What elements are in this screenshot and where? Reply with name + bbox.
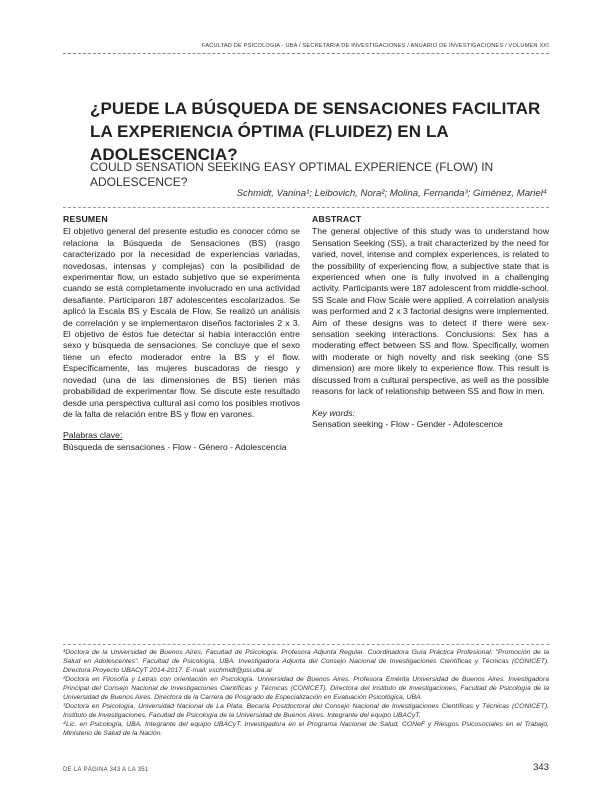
header-divider bbox=[63, 53, 549, 54]
resumen-column bbox=[63, 214, 300, 453]
footnote-3: ³Doctora en Psicología, Universidad Nacional de La Plata. Becaria Postdoctoral del Consejo Nacional de Investigaciones Científicas y Técnicas (CONICET). Instituto de Investigaciones, Facultad de Psicología de la Universidad de Buenos Aires. Integrante del equipo UBACyT. bbox=[63, 703, 549, 719]
running-head: FACULTAD DE PSICOLOGÍA - UBA / SECRETARÍA DE INVESTIGACIONES / ANUARIO DE INVESTIGACIONES / VOLUMEN XXI bbox=[202, 43, 549, 49]
article-title-en: COULD SENSATION SEEKING EASY OPTIMAL EXPERIENCE (FLOW) IN ADOLESCENCE? bbox=[90, 160, 494, 189]
page-range: DE LA PÁGINA 343 A LA 351 bbox=[63, 767, 149, 773]
abstract-heading: ABSTRACT bbox=[312, 214, 362, 224]
footnote-2: ²Doctora en Filosofía y Letras con orientación en Psicología. Universidad de Buenos Aires. Profesora Emérita Universidad de Buenos Aires. Investigadora Principal del Consejo Nacional de Investigaciones Científicas y Técnicas (CONICET). Directora del Instituto de Investigaciones, Facultad de Psicología de la Universidad de Buenos Aires. Directora de la Carrera de Posgrado de Especialización en Evaluación Psicológica, UBA. bbox=[63, 676, 549, 701]
resumen-heading: RESUMEN bbox=[63, 214, 108, 224]
abstract-keywords: Sensation seeking - Flow - Gender - Adolescence bbox=[312, 418, 503, 429]
resumen-body: El objetivo general del presente estudio es conocer cómo se relaciona la Búsqueda de Sensaciones (BS) (rasgo caracterizado por la necesidad de experiencias variadas, novedosas, intensas y complejas) con la posibilidad de experimentar flow, un estado subjetivo que se experimenta cuando se está completamente involucrado en una actividad desafiante. Participaron 187 adolescentes escolarizados. Se aplicó la Escala BS y Escala de Flow. Se realizó un análisis de correlación y se implementaron diseños factoriales 2 x 3. El objetivo de éstos fue detectar si había interacción entre sexo y búsqueda de sensaciones. Se concluye que el sexo tiene un efecto moderador entre la BS y el flow. Específicamente, las mujeres buscadoras de riesgo y novedad (una de las dimensiones de BS) tienen más probabilidad de experimentar flow. Se discute este resultado desde una perspectiva cultural así como los posibles motivos de la falta de relación entre BS y flow en varones. bbox=[63, 226, 300, 419]
author-divider bbox=[63, 207, 549, 208]
article-title-es: ¿PUEDE LA BÚSQUEDA DE SENSACIONES FACILITAR LA EXPERIENCIA ÓPTIMA (FLUIDEZ) EN LA ADOLESCENCIA? bbox=[90, 99, 541, 164]
resumen-keywords-label: Palabras clave: bbox=[63, 430, 123, 441]
footnote-divider bbox=[63, 644, 549, 645]
abstract-column bbox=[312, 214, 549, 430]
footnote-4: ⁴Lic. en Psicología, UBA. Integrante del equipo UBACyT. Investigadora en el Programa Nacional de Salud, CONeF y Riesgos Psicosociales en el Trabajo, Ministerio de Salud de la Nación. bbox=[63, 721, 549, 737]
footnotes bbox=[63, 648, 549, 738]
abstract-keywords-label: Key words: bbox=[312, 407, 355, 418]
resumen-keywords: Búsqueda de sensaciones - Flow - Género - Adolescencia bbox=[63, 441, 287, 452]
author-list: Schmidt, Vanina¹; Leibovich, Nora²; Molina, Fernanda³; Giménez, Mariel⁴ bbox=[236, 188, 547, 199]
page-number: 343 bbox=[533, 762, 549, 773]
abstract-body: The general objective of this study was to understand how Sensation Seeking (SS), a trait characterized by the need for varied, novel, intense and complex experiences, is related to the possibility of experiencing flow, a subjective state that is experienced when one is fully involved in a challenging activity. Participants were 187 adolescent from middle-school. SS Scale and Flow Scale were applied. A correlation analysis was performed and 2 x 3 factorial designs were implemented. Aim of these designs was to detect if there were sex-sensation seeking interactions. Conclusions: Sex has a moderating effect between SS and flow. Specifically, women with moderate or high novelty and risk seeking (one SS dimension) are more likely to experience flow. This result is discussed from a cultural perspective, as well as the possible reasons for lack of relationship between SS and flow in men. bbox=[312, 226, 549, 397]
footnote-1: ¹Doctora de la Universidad de Buenos Aires, Facultad de Psicología. Profesora Adjunta Regular. Coordinadora Guía Práctica Profesional: "Promoción de la Salud en Adolescentes". Facultad de Psicología, UBA. Investigadora Adjunta del Consejo Nacional de Investigaciones Científicas y Técnicas (CONICET). Directora Proyecto UBACyT 2014-2017. E-mail: vschmidt@psi.uba.ar bbox=[63, 649, 549, 674]
